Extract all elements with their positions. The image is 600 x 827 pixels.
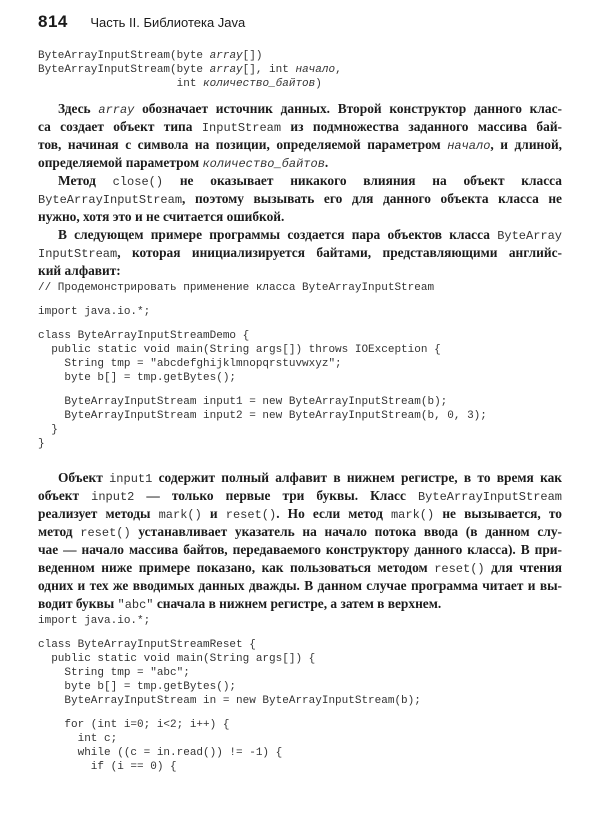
code-text: ByteArrayInputStream(byte: [38, 63, 210, 76]
text-run: для чтения: [484, 560, 562, 575]
inline-code: array: [98, 103, 135, 117]
code-line: [38, 64, 342, 78]
text-run: Объект: [58, 470, 110, 485]
text-run: , которая инициализируется байтами, представляющими английс-: [117, 245, 562, 260]
code-line: public static void main(String args[]) throws IOException {: [38, 344, 441, 356]
code-line: ByteArrayInputStream input1 = new ByteArrayInputStream(b);: [38, 396, 448, 408]
text-line: [38, 208, 562, 226]
text-line: [38, 487, 562, 505]
text-line: [38, 244, 562, 262]
text-run: метод: [38, 524, 81, 539]
code-line: public static void main(String args[]) {: [38, 653, 316, 665]
text-run: тов, начиная с символа на позиции, определяемой параметром: [38, 137, 448, 152]
code-line: String tmp = "abcdefghijklmnopqrstuvwxyz";: [38, 358, 342, 370]
code-line: while ((c = in.read()) != -1) {: [38, 747, 283, 759]
text-run: , поэтому вызывать его для данного объекта класса не: [182, 191, 562, 206]
text-run: В следующем примере программы создается пара объектов класса: [58, 227, 498, 242]
code-line: if (i == 0) {: [38, 761, 177, 773]
text-run: — только первые три буквы. Класс: [134, 488, 418, 503]
text-run: водит буквы: [38, 596, 118, 611]
inline-code: InputStream: [201, 121, 282, 135]
text-line: [38, 469, 562, 487]
text-line: [38, 136, 562, 154]
text-line: [38, 577, 562, 595]
code-line: ByteArrayInputStream in = new ByteArrayInputStream(b);: [38, 695, 421, 707]
inline-code: reset(): [80, 526, 131, 540]
inline-code: начало: [447, 139, 491, 153]
constructor-signatures: [38, 50, 342, 91]
code-line: import java.io.*;: [38, 306, 151, 318]
inline-code: mark(): [158, 508, 202, 522]
code-line: [38, 296, 487, 306]
code-line: [38, 709, 421, 719]
text-line: [38, 154, 562, 172]
text-line: [38, 262, 562, 280]
inline-code: количество_байтов: [202, 157, 325, 171]
code-line: [38, 50, 342, 64]
text-run: веденном ниже примере показано, как пользоваться методом: [38, 560, 435, 575]
text-line: [38, 118, 562, 136]
text-run: объект: [38, 488, 92, 503]
code-parameter: array: [209, 50, 243, 62]
code-line: String tmp = "abc";: [38, 667, 190, 679]
paragraph-close-method: [38, 172, 562, 226]
code-line: byte b[] = tmp.getBytes();: [38, 372, 237, 384]
inline-code: close(): [112, 175, 164, 189]
text-line: [38, 559, 562, 577]
code-line: [38, 320, 487, 330]
text-run: кий алфавит:: [38, 263, 121, 278]
code-text: ByteArrayInputStream(byte: [38, 50, 210, 62]
code-line: for (int i=0; i<2; i++) {: [38, 719, 230, 731]
code-line: class ByteArrayInputStreamReset {: [38, 639, 256, 651]
chapter-title: Часть II. Библиотека Java: [90, 15, 246, 30]
code-line: byte b[] = tmp.getBytes();: [38, 681, 237, 693]
text-run: са создает объект типа: [38, 119, 202, 134]
code-line: }: [38, 424, 58, 436]
text-run: чае — начало массива байтов, передаваемого конструктору данного класса). В при-: [38, 542, 562, 557]
text-run: сначала в нижнем регистре, а затем в верхнем.: [153, 596, 442, 611]
text-line: [38, 100, 562, 118]
text-run: определяемой параметром: [38, 155, 203, 170]
running-header: [38, 12, 245, 32]
code-line: }: [38, 438, 45, 450]
code-listing-reset: [38, 615, 421, 775]
inline-code: reset(): [434, 562, 485, 576]
code-text: []): [242, 50, 263, 62]
text-run: нужно, хотя это и не считается ошибкой.: [38, 209, 285, 224]
text-run: . Но если метод: [276, 506, 391, 521]
text-run: из подмножества заданного массива бай-: [281, 119, 563, 134]
text-line: [38, 190, 562, 208]
code-text: ): [315, 77, 322, 90]
inline-code: mark(): [390, 508, 435, 522]
code-text: [], int: [242, 63, 296, 76]
text-run: не оказывает никакого влияния на объект класса: [163, 173, 562, 188]
code-listing-demo: [38, 282, 487, 452]
text-run: обозначает источник данных. Второй конструктор данного клас-: [134, 101, 562, 116]
page-number: 814: [38, 12, 68, 31]
paragraph-example-intro: [38, 226, 562, 280]
code-line: int c;: [38, 733, 118, 745]
text-run: содержит полный алфавит в нижнем регистре, в то время как: [152, 470, 562, 485]
code-line: import java.io.*;: [38, 615, 151, 627]
text-line: [38, 523, 562, 541]
code-line: // Продемонстрировать применение класса ByteArrayInputStream: [38, 282, 435, 294]
text-line: [38, 541, 562, 559]
text-run: Здесь: [58, 101, 99, 116]
text-run: устанавливает указатель на начало потока ввода (в данном слу-: [130, 524, 562, 539]
inline-code: ByteArray: [497, 229, 562, 243]
code-line: [38, 386, 487, 396]
code-text: ,: [335, 63, 342, 76]
text-run: реализует методы: [38, 506, 159, 521]
code-parameter: начало: [295, 63, 336, 76]
text-run: .: [324, 155, 329, 170]
inline-code: "abc": [117, 598, 154, 612]
inline-code: ByteArrayInputStream: [38, 193, 183, 207]
code-text: int: [38, 77, 204, 90]
paragraph-reset-description: [38, 469, 562, 613]
text-run: Метод: [58, 173, 113, 188]
code-parameter: array: [209, 63, 243, 76]
text-run: , и длиной,: [490, 137, 563, 152]
inline-code: input2: [91, 490, 135, 504]
text-line: [38, 172, 562, 190]
inline-code: input1: [109, 472, 153, 486]
text-line: [38, 226, 562, 244]
inline-code: ByteArrayInputStream: [417, 490, 562, 504]
text-run: и: [201, 506, 226, 521]
paragraph-array-description: [38, 100, 562, 172]
text-run: одних и тех же вводимых данных дважды. В данном случае программа читает и вы-: [38, 578, 562, 593]
inline-code: reset(): [225, 508, 277, 522]
code-line: [38, 78, 342, 92]
code-parameter: количество_байтов: [203, 77, 316, 90]
inline-code: InputStream: [38, 247, 118, 261]
code-line: class ByteArrayInputStreamDemo {: [38, 330, 250, 342]
text-line: [38, 505, 562, 523]
code-line: [38, 629, 421, 639]
text-run: не вызывается, то: [434, 506, 562, 521]
text-line: [38, 595, 562, 613]
code-line: ByteArrayInputStream input2 = new ByteArrayInputStream(b, 0, 3);: [38, 410, 487, 422]
